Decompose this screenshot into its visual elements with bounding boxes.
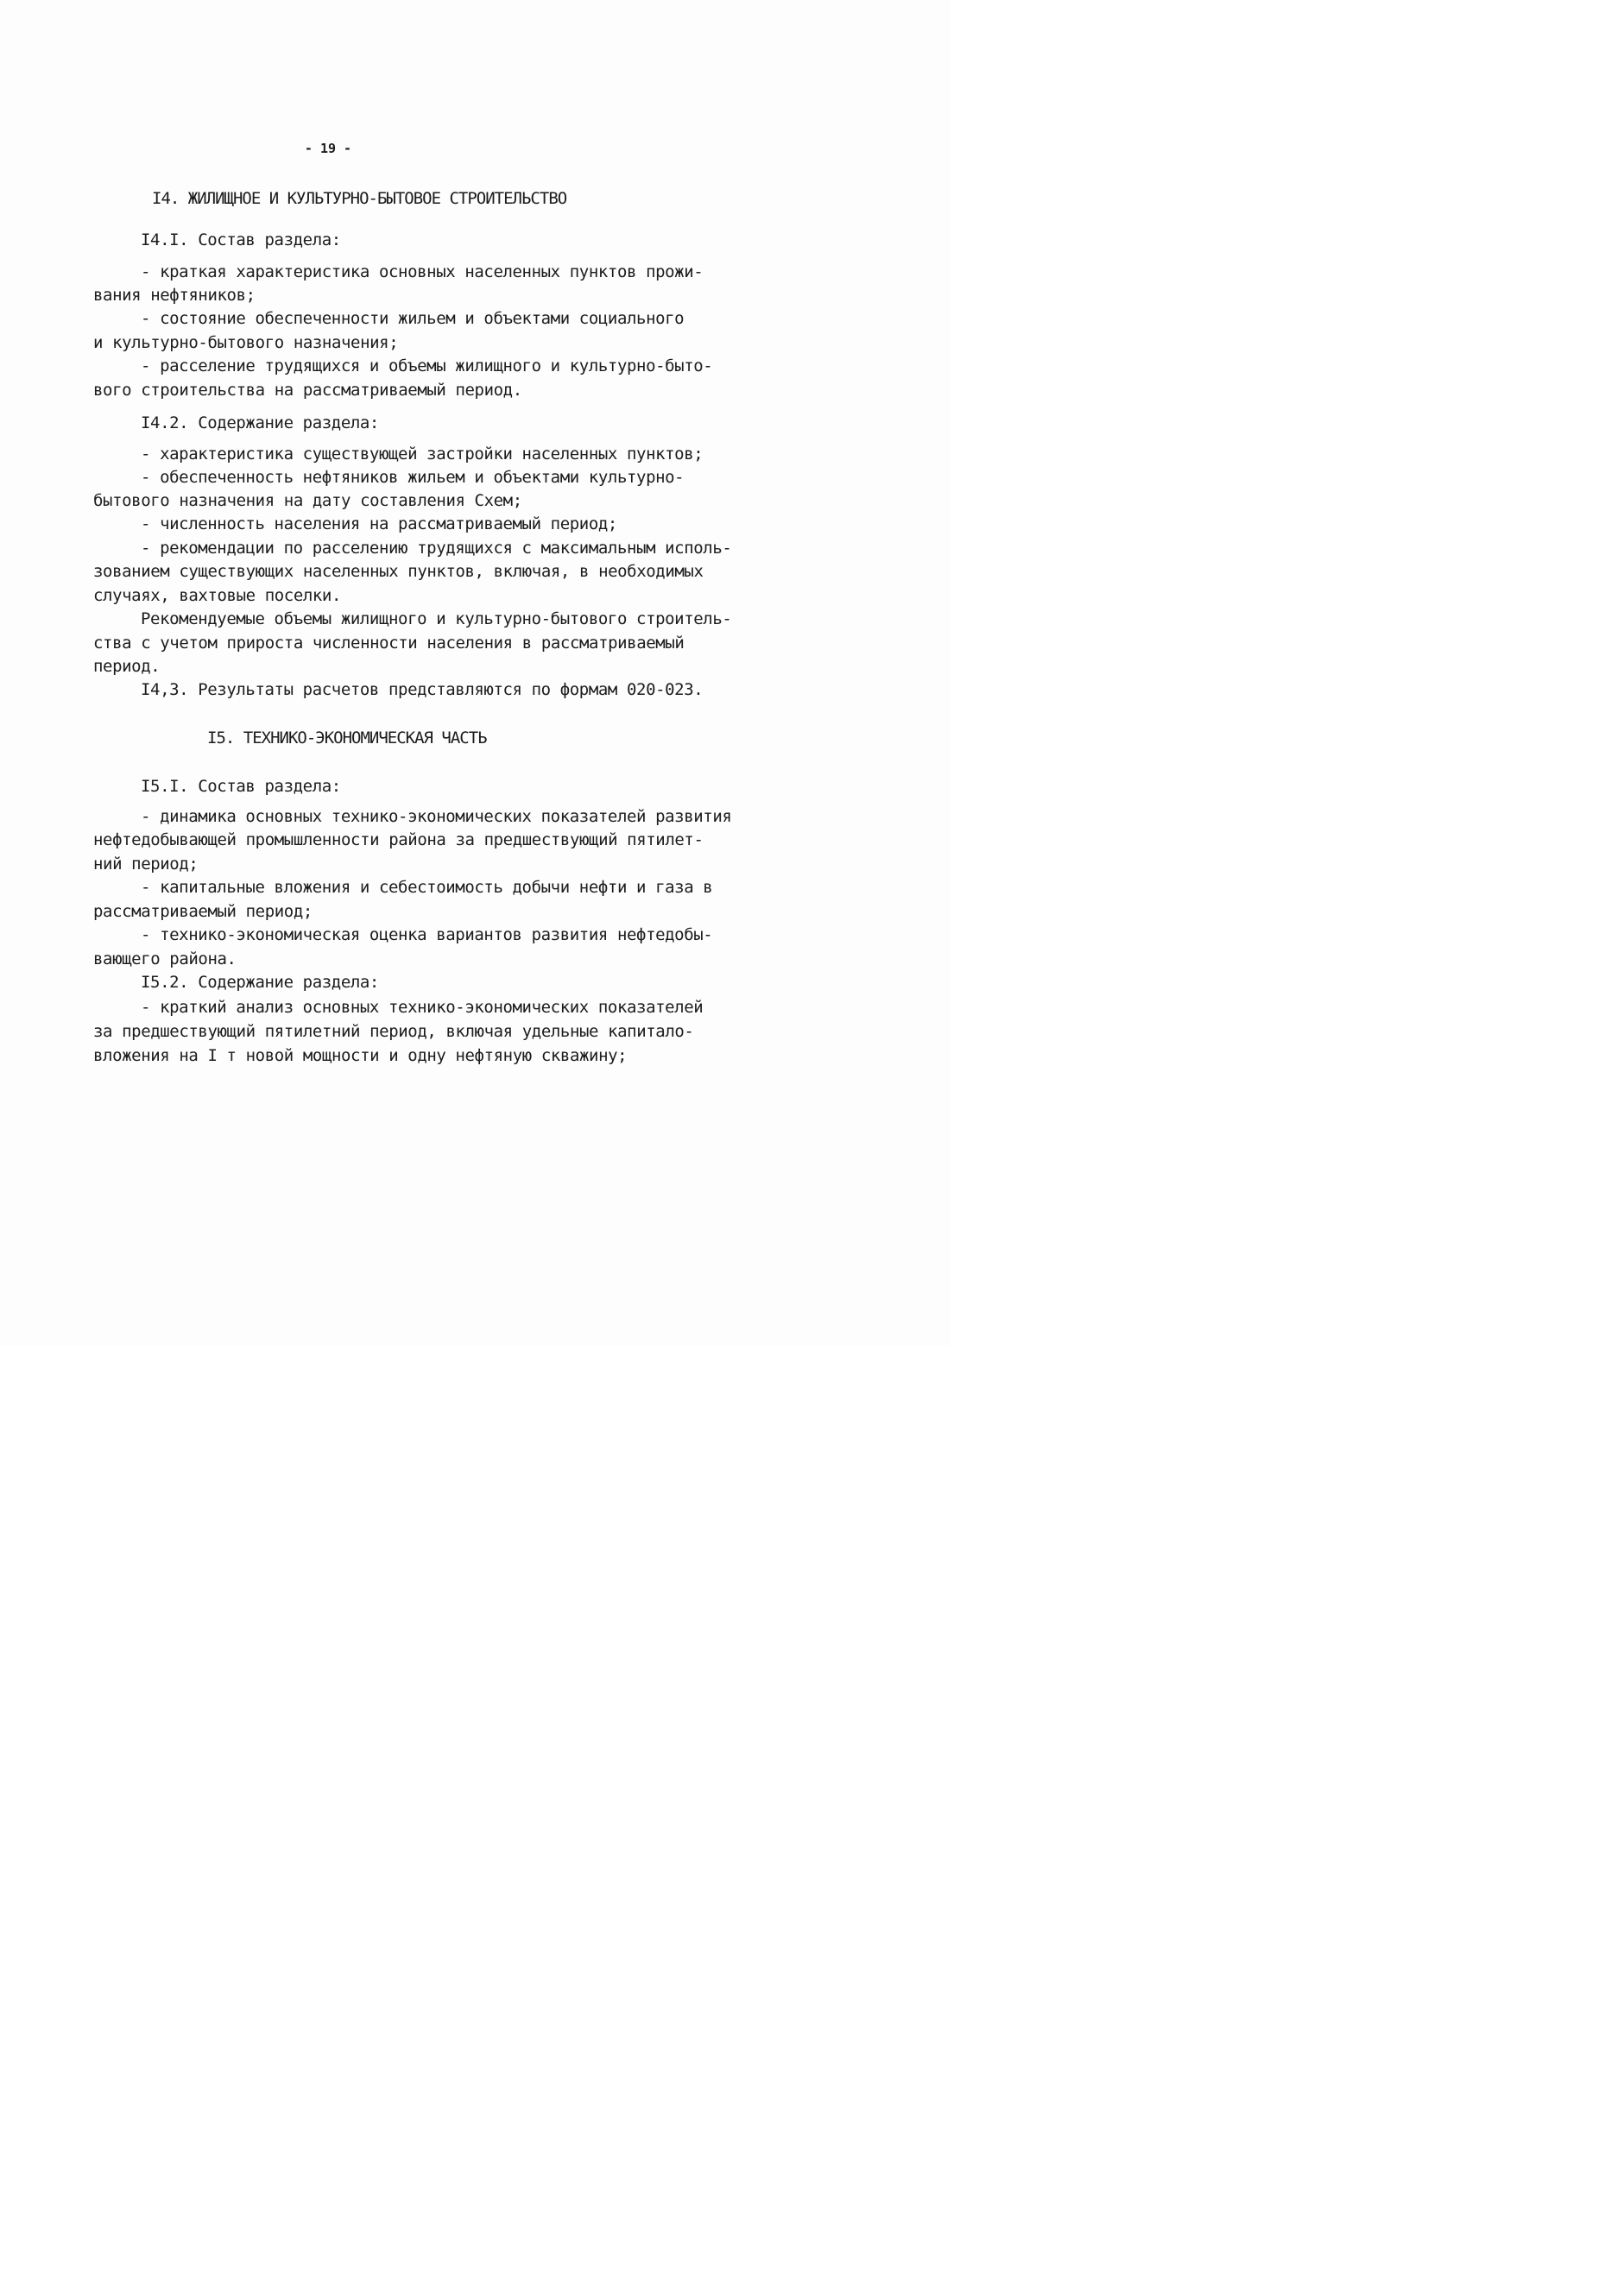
- section-14-3-text: I4,3. Результаты расчетов представляются по формам 020-023.: [141, 680, 704, 699]
- section-14-1-line: вого строительства на рассматриваемый период.: [93, 381, 522, 400]
- section-15-1-line: - технико-экономическая оценка вариантов развития нефтедобы-: [141, 925, 713, 944]
- section-14-2-line: зованием существующих населенных пунктов, включая, в необходимых: [93, 562, 704, 581]
- section-15-2-line: за предшествующий пятилетний период, включая удельные капитало-: [93, 1022, 694, 1041]
- section-15-2-line: вложения на I т новой мощности и одну нефтяную скважину;: [93, 1046, 628, 1065]
- section-14-2-line: - численность населения на рассматриваемый период;: [141, 514, 617, 533]
- section-14-2-line: - характеристика существующей застройки населенных пунктов;: [141, 445, 704, 464]
- section-14-2-line: период.: [93, 657, 161, 676]
- section-15-1-line: вающего района.: [93, 949, 237, 968]
- section-14-2-line: - обеспеченность нефтяников жильем и объектами культурно-: [141, 468, 685, 487]
- section-14-1-line: - расселение трудящихся и объемы жилищного и культурно-быто-: [141, 356, 713, 375]
- section-14-2-line: бытового назначения на дату составления Схем;: [93, 491, 522, 510]
- section-14-2-line: случаях, вахтовые поселки.: [93, 586, 342, 605]
- page-number: - 19 -: [304, 141, 352, 156]
- section-15-1-line: ний период;: [93, 855, 199, 874]
- section-14-2-line: Рекомендуемые объемы жилищного и культурно-бытового строитель-: [141, 609, 732, 628]
- section-14-2-line: ства с учетом прироста численности населения в рассматриваемый: [93, 634, 685, 653]
- document-page: [0, 0, 950, 1346]
- section-14-1-line: вания нефтяников;: [93, 286, 256, 305]
- section-14-1-line: - краткая характеристика основных населенных пунктов прожи-: [141, 262, 704, 281]
- section-14-title: I4. ЖИЛИЩНОЕ И КУЛЬТУРНО-БЫТОВОЕ СТРОИТЕЛЬСТВО: [152, 189, 567, 208]
- section-15-2-line: - краткий анализ основных технико-экономических показателей: [141, 998, 704, 1017]
- section-15-1-heading: I5.I. Состав раздела:: [141, 777, 341, 796]
- section-15-1-line: - капитальные вложения и себестоимость добычи нефти и газа в: [141, 878, 713, 897]
- section-15-1-line: - динамика основных технико-экономических показателей развития: [141, 807, 732, 826]
- section-14-1-line: и культурно-бытового назначения;: [93, 333, 399, 352]
- section-15-1-line: нефтедобывающей промышленности района за предшествующий пятилет-: [93, 830, 704, 849]
- section-15-1-line: рассматриваемый период;: [93, 902, 313, 921]
- section-14-1-line: - состояние обеспеченности жильем и объектами социального: [141, 309, 685, 328]
- section-14-2-heading: I4.2. Содержание раздела:: [141, 413, 379, 432]
- section-15-2-heading: I5.2. Содержание раздела:: [141, 973, 379, 992]
- section-14-2-line: - рекомендации по расселению трудящихся с максимальным исполь-: [141, 539, 732, 558]
- section-15-title: I5. ТЕХНИКО-ЭКОНОМИЧЕСКАЯ ЧАСТЬ: [207, 729, 487, 747]
- section-14-1-heading: I4.I. Состав раздела:: [141, 230, 341, 249]
